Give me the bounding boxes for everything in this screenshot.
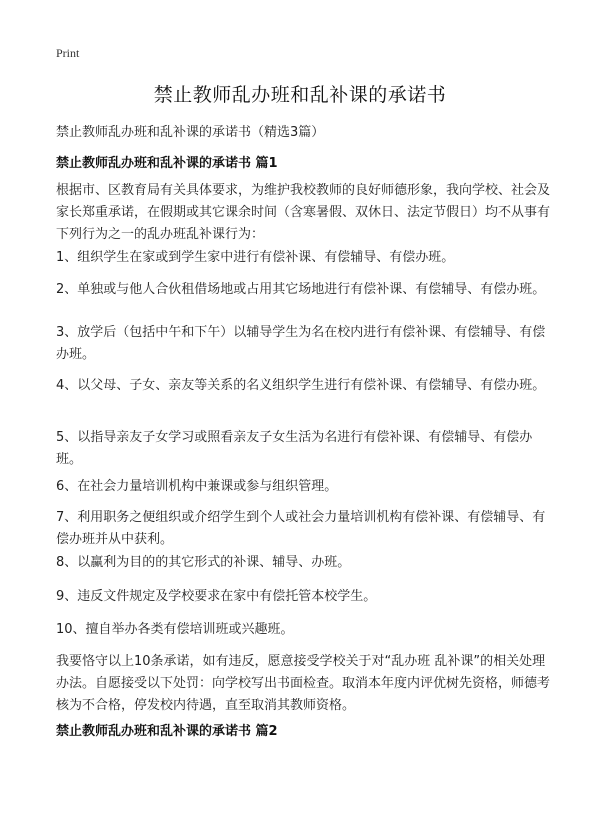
list-item: 10、擅自举办各类有偿培训班或兴趣班。: [56, 622, 294, 637]
page-title: 禁止教师乱办班和乱补课的承诺书: [153, 84, 447, 106]
list-item: 6、在社会力量培训机构中兼课或参与组织管理。: [56, 479, 338, 494]
print-label: Print: [56, 46, 80, 60]
list-item: 7、利用职务之便组织或介绍学生到个人或社会力量培训机构有偿补课、有偿辅导、有偿办班并从中获利。: [56, 510, 546, 547]
section-heading-1: 禁止教师乱办班和乱补课的承诺书 篇1: [56, 156, 278, 171]
paragraph-conclusion: 我要恪守以上10条承诺，如有违反，愿意接受学校关于对“乱办班 乱补课”的相关处理办法。自愿接受以下处罚：向学校写出书面检查。取消本年度内评优树先资格，师德考核为不合格，停发校内待遇，直至取消其教师资格。: [56, 654, 551, 713]
document-subtitle: 禁止教师乱办班和乱补课的承诺书（精选3篇）: [56, 125, 325, 140]
list-item: 2、单独或与他人合伙租借场地或占用其它场地进行有偿补课、有偿辅导、有偿办班。: [56, 282, 546, 297]
section-heading-2: 禁止教师乱办班和乱补课的承诺书 篇2: [56, 724, 278, 739]
list-item: 3、放学后（包括中午和下午）以辅导学生为名在校内进行有偿补课、有偿辅导、有偿办班。: [56, 325, 546, 362]
list-item: 8、以赢利为目的的其它形式的补课、辅导、办班。: [56, 555, 351, 570]
list-item: 4、以父母、子女、亲友等关系的名义组织学生进行有偿补课、有偿辅导、有偿办班。: [56, 378, 546, 393]
list-item: 9、违反文件规定及学校要求在家中有偿托管本校学生。: [56, 589, 377, 604]
paragraph-intro: 根据市、区教育局有关具体要求，为维护我校教师的良好师德形象，我向学校、社会及家长郑重承诺，在假期或其它课余时间（含寒暑假、双休日、法定节假日）均不从事有下列行为之一的乱办班乱补课行为：: [56, 183, 551, 242]
list-item: 5、以指导亲友子女学习或照看亲友子女生活为名进行有偿补课、有偿辅导、有偿办班。: [56, 430, 533, 467]
list-item: 1、组织学生在家或到学生家中进行有偿补课、有偿辅导、有偿办班。: [56, 250, 455, 265]
